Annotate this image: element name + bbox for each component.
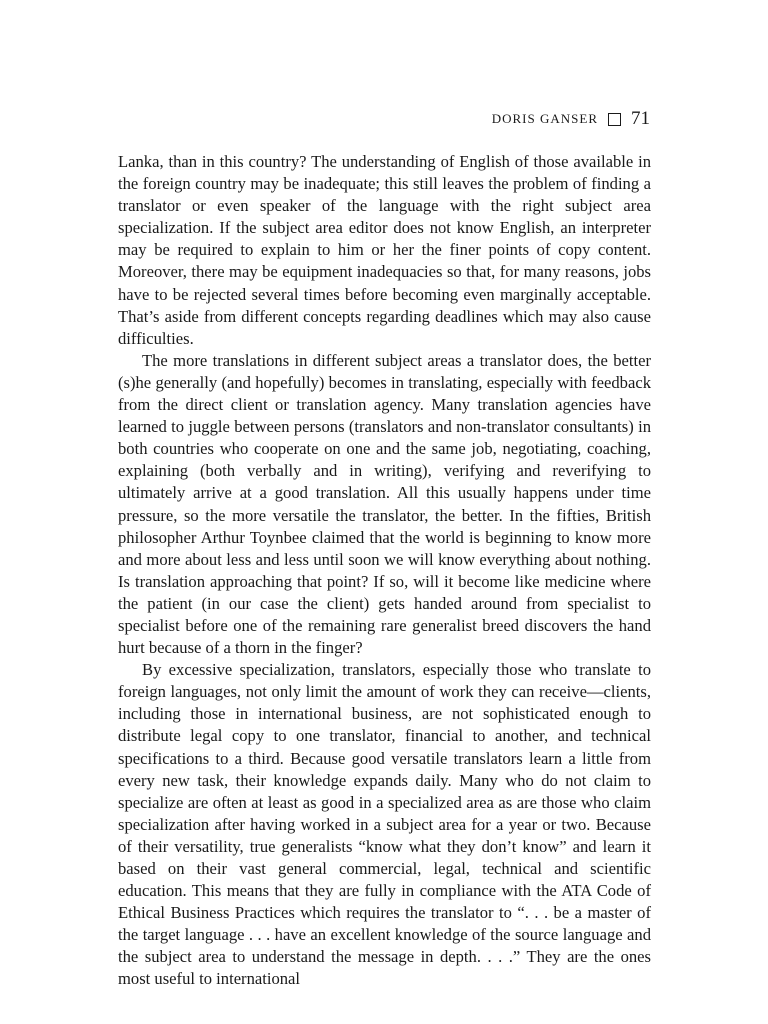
paragraph-1: Lanka, than in this country? The understanding of English of those available in the foreign country may be inadequate; this still leaves the problem of finding a translator or even speaker of the language with the right subject area specialization. If the subject area editor does not know English, an interpreter may be required to explain to him or her the finer points of copy content. Moreover, there may be equipment inadequacies so that, for many reasons, jobs have to be rejected several times before becoming even marginally acceptable. That’s aside from different concepts regarding deadlines which may also cause difficulties. [118, 152, 651, 348]
author-name: DORIS GANSER [491, 111, 598, 126]
body-text [118, 151, 651, 991]
paragraph-3: By excessive specialization, translators, especially those who translate to foreign languages, not only limit the amount of work they can receive—clients, including those in international business, are not sophisticated enough to distribute legal copy to one translator, financial to another, and technical specifications to a third. Because good versatile translators learn a little from every new task, their knowledge expands daily. Many who do not claim to specialize are often at least as good in a specialized area as are those who claim specialization after having worked in a subject area for a year or two. Because of their versatility, true generalists “know what they don’t know” and learn it based on their vast general commercial, legal, technical and scientific education. This means that they are fully in compliance with the ATA Code of Ethical Business Practices which requires the translator to “. . . be a master of the target language . . . have an excellent knowledge of the source language and the subject area to understand the message in depth. . . .” They are the ones most useful to international [118, 660, 651, 989]
hollow-square-icon [608, 113, 621, 126]
running-head [492, 108, 650, 130]
paragraph-2: The more translations in different subject areas a translator does, the better (s)he generally (and hopefully) becomes in translating, especially with feedback from the direct client or translation agency. Many translation agencies have learned to juggle between persons (translators and non-translator consultants) in both countries who cooperate on one and the same job, negotiating, coaching, explaining (both verbally and in writing), verifying and reverifying to ultimately arrive at a good translation. All this usually happens under time pressure, so the more versatile the translator, the better. In the fifties, British philosopher Arthur Toynbee claimed that the world is beginning to know more and more about less and less until soon we will know everything about nothing. Is translation approaching that point? If so, will it become like medicine where the patient (in our case the client) gets handed around from specialist to specialist before one of the remaining rare generalist breed discovers the hand hurt because of a thorn in the finger? [118, 350, 651, 658]
page-number: 71 [631, 108, 650, 129]
